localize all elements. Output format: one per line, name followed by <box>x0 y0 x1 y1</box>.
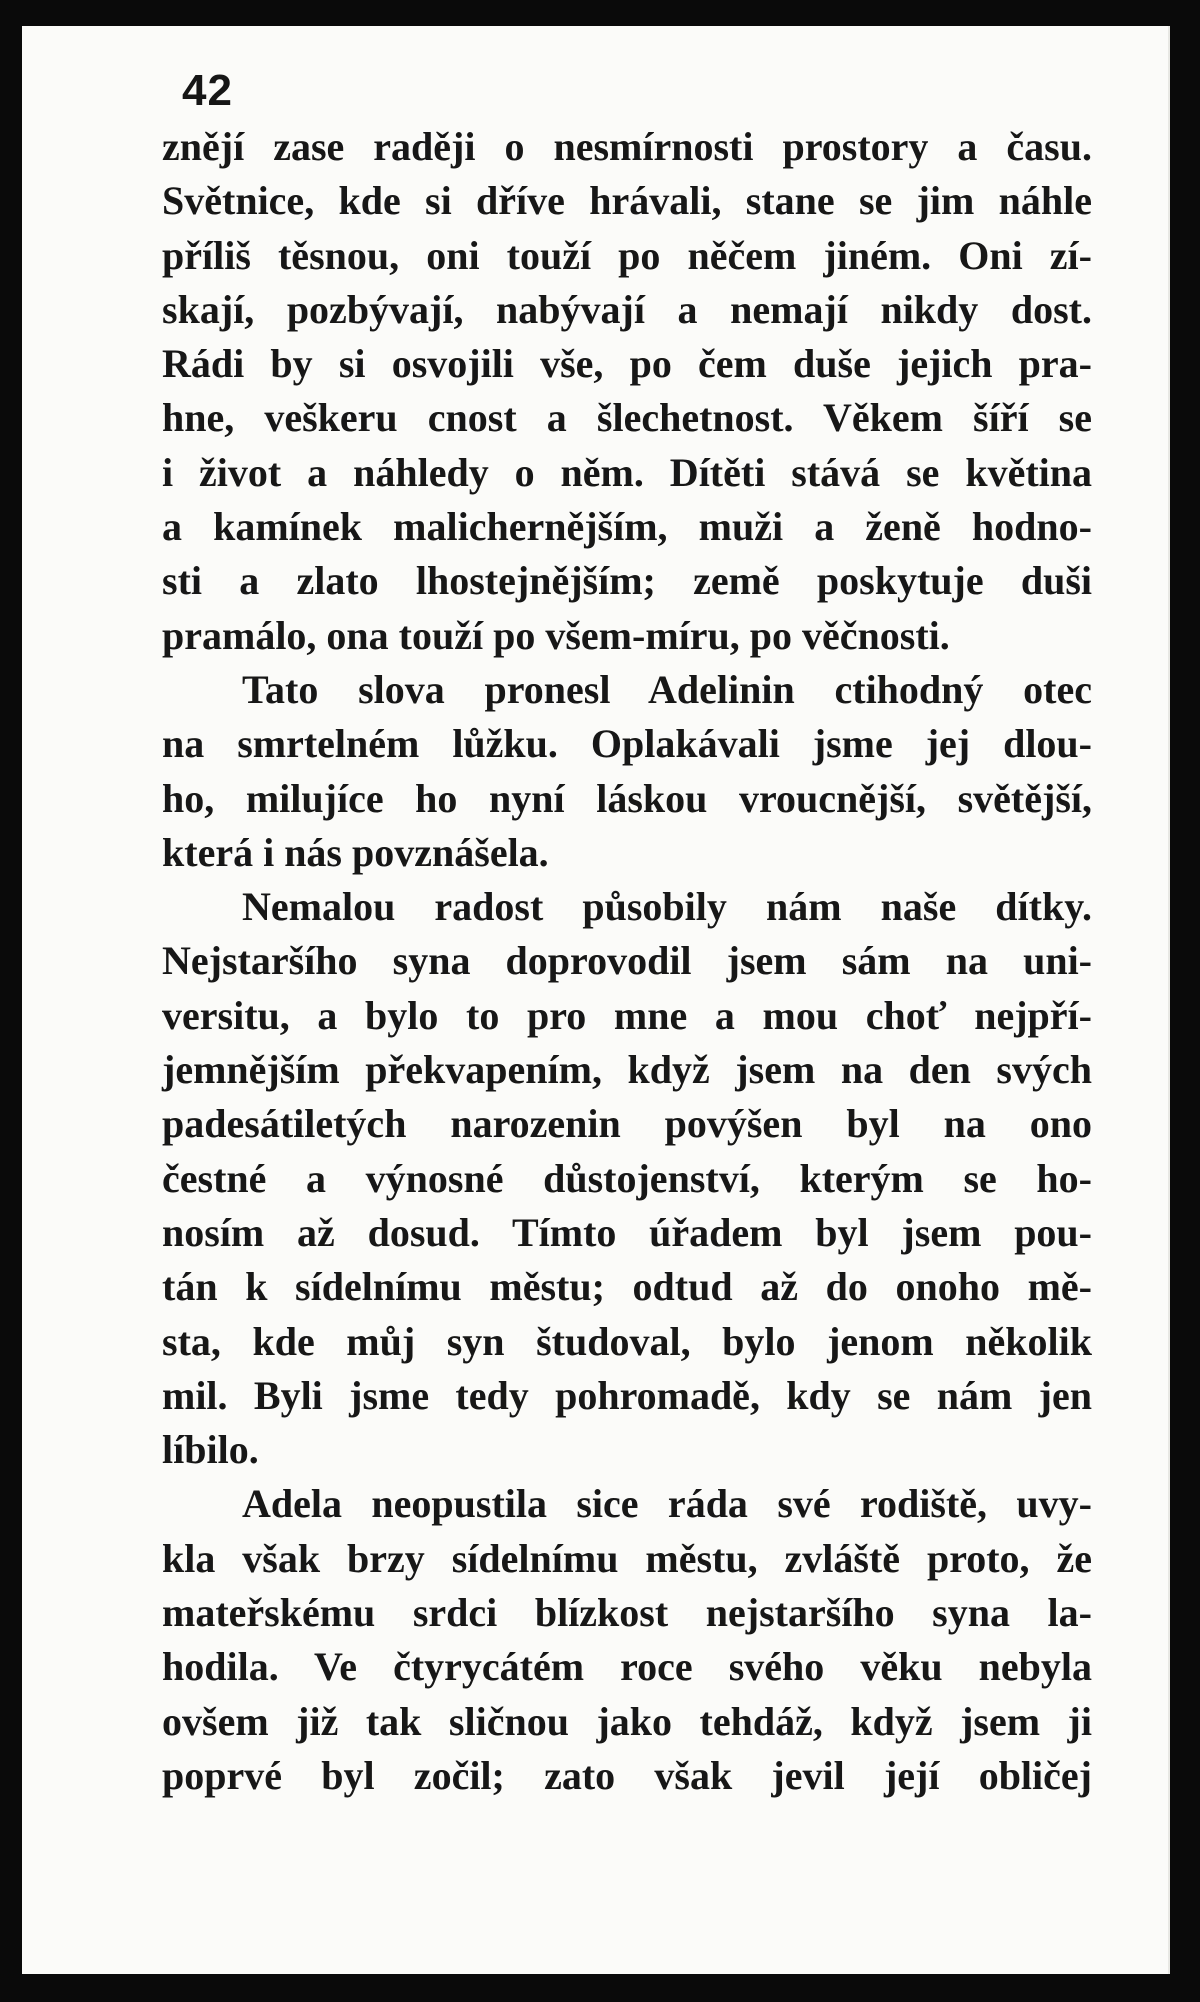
body-text <box>162 120 1092 1803</box>
text-line: nosím až dosud. Tímto úřadem byl jsem pou- <box>162 1209 1092 1255</box>
text-line: Rádi by si osvojili vše, po čem duše jejich pra- <box>162 341 1092 387</box>
page-number: 42 <box>182 66 233 115</box>
text-line: skají, pozbývají, nabývají a nemají nikdy dost. <box>162 286 1092 332</box>
text-line: i život a náhledy o něm. Dítěti stává se květina <box>162 449 1092 495</box>
text-line: jemnějším překvapením, když jsem na den svých <box>162 1047 1092 1093</box>
text-line: znějí zase raději o nesmírnosti prostory a času. <box>162 124 1092 169</box>
text-line: mateřskému srdci blízkost nejstaršího syna la- <box>162 1590 1092 1636</box>
text-line: která i nás povznášela. <box>162 829 549 875</box>
text-line: příliš těsnou, oni touží po něčem jiném. Oni zí- <box>162 232 1092 278</box>
paragraph-first-line: Adela neopustila sice ráda své rodiště, uvy- <box>242 1481 1092 1527</box>
text-line: ho, milujíce ho nyní láskou vroucnější, světější, <box>162 775 1092 821</box>
paragraph-first-line: Nemalou radost působily nám naše dítky. <box>242 884 1092 930</box>
text-line: tán k sídelnímu městu; odtud až do onoho mě- <box>162 1264 1092 1310</box>
text-line: ovšem již tak sličnou jako tehdáž, když jsem ji <box>162 1698 1092 1744</box>
paragraph-first-line: Tato slova pronesl Adelinin ctihodný otec <box>242 666 1092 712</box>
text-line: sta, kde můj syn študoval, bylo jenom několik <box>162 1318 1092 1364</box>
text-line: Nejstaršího syna doprovodil jsem sám na uni- <box>162 938 1092 984</box>
text-line: versitu, a bylo to pro mne a mou choť nejpří- <box>162 992 1092 1038</box>
text-line: Světnice, kde si dříve hrávali, stane se jim náhle <box>162 178 1092 224</box>
text-line: na smrtelném lůžku. Oplakávali jsme jej dlou- <box>162 721 1092 767</box>
text-line: čestné a výnosné důstojenství, kterým se ho- <box>162 1155 1092 1201</box>
text-line: sti a zlato lhostejnějším; země poskytuje duši <box>162 558 1092 604</box>
text-line: hne, veškeru cnost a šlechetnost. Věkem šíří se <box>162 395 1092 441</box>
text-line: kla však brzy sídelnímu městu, zvláště proto, že <box>162 1535 1092 1581</box>
text-line: líbilo. <box>162 1427 259 1473</box>
text-line: hodila. Ve čtyrycátém roce svého věku nebyla <box>162 1644 1092 1690</box>
text-line: poprvé byl zočil; zato však jevil její obličej <box>162 1752 1092 1798</box>
text-line: a kamínek malichernějším, muži a ženě hodno- <box>162 504 1092 550</box>
text-line: pramálo, ona touží po všem-míru, po věčnosti. <box>162 612 950 658</box>
text-line: mil. Byli jsme tedy pohromadě, kdy se nám jen <box>162 1372 1092 1418</box>
text-line: padesátiletých narozenin povýšen byl na ono <box>162 1101 1092 1147</box>
